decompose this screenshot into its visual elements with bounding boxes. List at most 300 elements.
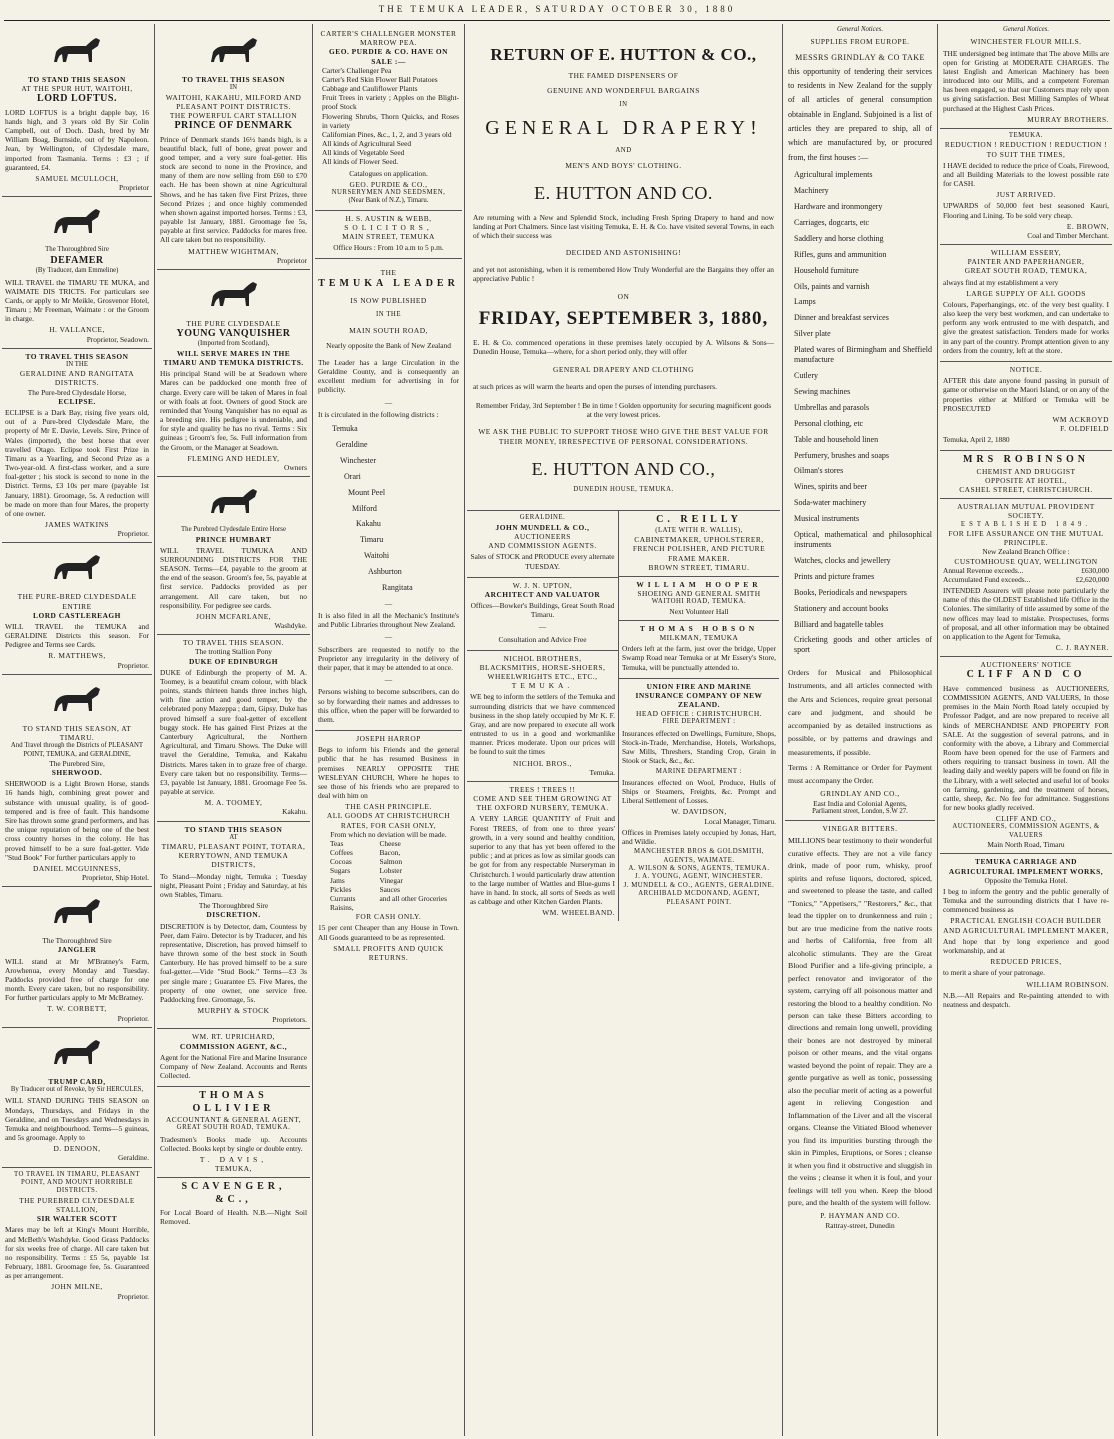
ad-subheading: PRACTICAL ENGLISH COACH BUILDER AND AGRICULTURAL IMPLEMENT MAKER, bbox=[943, 916, 1109, 935]
ad-subheading: SOCIETY. bbox=[1007, 511, 1045, 521]
ad-subheading: MILKMAN, TEMUKA bbox=[659, 633, 739, 643]
horse-name: SIR WALTER SCOTT bbox=[36, 1214, 118, 1224]
ad-signature: JAMES WATKINS bbox=[44, 520, 110, 530]
ad-purdie bbox=[315, 26, 462, 211]
ad-discretion bbox=[157, 822, 310, 1030]
column-rule bbox=[154, 24, 155, 1436]
horse-engraving-icon bbox=[46, 549, 108, 589]
horse-name: YOUNG VANQUISHER bbox=[176, 328, 291, 340]
ad-subheading: GENERAL DRAPERY AND CLOTHING bbox=[553, 364, 694, 374]
ad-subheading: OPPOSITE AT HOTEL, bbox=[985, 475, 1067, 485]
ad-heading: TO TRAVEL THIS SEASON bbox=[25, 351, 129, 361]
divider bbox=[318, 675, 459, 684]
ad-subheading: From which no deviation will be made. bbox=[330, 829, 447, 839]
ad-upton bbox=[467, 578, 618, 651]
list-item: Cutlery bbox=[794, 371, 818, 381]
ad-body: A VERY LARGE QUANTITY of Fruit and Forest TREES, of from one to three years' growth, in a very sound and healthy condition, superior to any that has yet been offered to the public ; and at prices as low as similar goods can be got for from any respectable Nurseryman in Christchurch. I would particularly draw attention to the large number of Wattles and Blue-gums I have in hand. In stock, all sorts of Seeds as well as cabbage and other Kitchen Garden Plants. bbox=[470, 814, 615, 907]
ad-role: Rattray-street, Dunedin bbox=[825, 1220, 895, 1230]
ad-signature: H. VALLANCE, bbox=[49, 325, 105, 335]
list-item: Mount Peel bbox=[348, 487, 386, 497]
ad-heading: The Thoroughbred Sire bbox=[45, 246, 109, 254]
ad-subheading: (By Traducer, dam Emmeline) bbox=[35, 267, 119, 275]
ad-scavenger bbox=[157, 1178, 310, 1232]
stock-list bbox=[318, 66, 459, 167]
column-3 bbox=[315, 26, 462, 1436]
column-rule bbox=[464, 24, 465, 1436]
ad-subheading: IN bbox=[619, 101, 628, 109]
ad-heading: WILLIAM HOOPER bbox=[636, 579, 762, 589]
ad-note: Catalogues on application. bbox=[349, 168, 428, 178]
horse-name: DISCRETION. bbox=[206, 910, 261, 920]
list-item: Machinery bbox=[794, 186, 829, 196]
ad-sherwood bbox=[2, 675, 152, 887]
ad-ollivier bbox=[157, 1087, 310, 1178]
ad-role: TEMUKA, bbox=[215, 1164, 252, 1174]
ad-eclipse bbox=[2, 349, 152, 544]
ad-role: Local Manager, Timaru. bbox=[704, 816, 776, 826]
ad-subheading: TIMARU, PLEASANT POINT, TOTARA, KERRYTOWN, AND TEMUKA DISTRICTS, bbox=[161, 842, 306, 870]
ad-role: Proprietor bbox=[277, 255, 307, 265]
ad-subheading: DUNEDIN HOUSE, TEMUKA. bbox=[573, 485, 674, 493]
ad-body: Mares may be left at King's Mount Horrible, and McBeth's Washdyke. Good Grass Paddocks for six weeks free of charge. All care taken but no responsibility. Terms : £5 5s, payable 1st February, 1881. Groomage fee, 5s. Guaranteed as per arrangement. bbox=[5, 1225, 149, 1281]
list-item: Salmon bbox=[379, 857, 403, 867]
list-item: Sewing machines bbox=[794, 386, 851, 396]
ad-subheading: AND COMMISSION AGENTS. bbox=[488, 541, 597, 551]
horse-name: LORD LOFTUS. bbox=[37, 93, 117, 105]
list-item: Oils, paints and varnish bbox=[794, 281, 870, 291]
ad-trump-card bbox=[2, 1028, 152, 1168]
list-item: Coffees bbox=[330, 848, 353, 858]
ad-heading: TEMUKA CARRIAGE AND AGRICULTURAL IMPLEMENT WORKS, bbox=[948, 857, 1104, 876]
ad-body: Are returning with a New and Splendid Stock, including Fresh Spring Drapery to hand and now landing at Port Chalmers. Since last visiting Temuka, E. H. & Co. have visited several Towns, in each of which their success was bbox=[473, 212, 774, 240]
ad-subheading: IN THE bbox=[376, 311, 401, 319]
list-item: Cocoas bbox=[330, 857, 352, 867]
ad-defamer bbox=[2, 197, 152, 348]
ad-body: Orders for Musical and Philosophical Instruments, and all articles connected with the Arts and Sciences, require great personal care and judgment, and should be accompanied by as detailed instructions as possible, or by patterns and drawings and measurements, if possible. bbox=[788, 668, 932, 757]
ad-heading: NICHOL BROTHERS, bbox=[503, 653, 582, 663]
ad-subheading: HEAD OFFICE : CHRISTCHURCH. bbox=[635, 709, 763, 719]
ad-subheading: ARCHITECT AND VALUATOR bbox=[484, 589, 601, 599]
ad-subheading: COME AND SEE THEM GROWING AT THE OXFORD NURSERY, TEMUKA. bbox=[473, 794, 612, 813]
ad-body: Consultation and Advice Free bbox=[498, 634, 587, 644]
list-item: Geraldine bbox=[336, 439, 368, 449]
ad-body: I beg to inform the gentry and the public generally of Temuka and the surrounding districts that I have re-commenced business as bbox=[943, 886, 1109, 915]
ad-subheading: BLACKSMITHS, HORSE-SHOERS, WHEELWRIGHTS ETC., ETC., bbox=[479, 662, 606, 682]
ad-role: Proprietor. bbox=[117, 1013, 149, 1023]
ad-heading: VINEGAR BITTERS. bbox=[822, 824, 898, 834]
ad-signature: P. HAYMAN AND CO. bbox=[820, 1211, 900, 1221]
ad-robinson-chemist bbox=[940, 451, 1112, 499]
ad-body: Offices—Bowker's Buildings, Great South Road Timaru. bbox=[470, 601, 615, 620]
ad-address: (Near Bank of N.Z.), Timaru. bbox=[348, 197, 429, 205]
list-item: Winchester bbox=[340, 455, 377, 465]
ad-uprichard bbox=[157, 1029, 310, 1087]
ad-body: WILL stand at Mr M'Bratney's Farm, Arowhenua, every Monday and Tuesday. Paddocks provided free of charge for one month. Every care taken, but no responsibility. For further particulars apply to Mr McBratney. bbox=[5, 956, 149, 1003]
ad-heading: E. HUTTON AND CO., bbox=[531, 458, 716, 479]
grocery-list bbox=[318, 839, 459, 912]
ad-heading: C. REILLY bbox=[656, 514, 742, 526]
list-item: Plated wares of Birmingham and Sheffield manufacture bbox=[794, 345, 932, 365]
list-item: Optical, mathematical and philosophical instruments bbox=[794, 530, 932, 549]
list-item: Rifles, guns and ammunition bbox=[794, 249, 887, 259]
horse-engraving-icon bbox=[46, 893, 108, 933]
ad-body: Have commenced business as AUCTIONEERS, COMMISSION AGENTS, AND VALUERS, In those premises in the Main North Road lately occupied by Professor Padget, and are now prepared to receive all kinds of MERCHANDISE AND PROPERTY FOR SALE. At the suggestion of several patrons, and in conformity with the above, a Library and Commercial Room have been opened for the use of Farmers and others requiring to transact business in town. All the leading daily and weekly papers will be found on file in the Library, with a well selected and useful lot of books on farming, gardening, and the treatment of horses, cattle, sheep, &c. No fee for admittance. Suggestions for new books gladly received. bbox=[943, 683, 1109, 813]
list-item: and all other Groceries bbox=[379, 893, 447, 903]
ad-body: The Leader has a large Circulation in the Geraldine County, and is consequently an excellent medium for advertising in for publicity. bbox=[318, 357, 459, 395]
ad-subheading: GEO. PURDIE & CO. HAVE ON SALE :— bbox=[329, 47, 448, 66]
ad-subheading: CUSTOMHOUSE QUAY, WELLINGTON bbox=[954, 556, 1098, 566]
list-item: Agricultural implements bbox=[794, 170, 873, 180]
ad-trees bbox=[467, 782, 618, 921]
ad-body: THE undersigned beg intimate that The above Mills are open for Gristing at MODERATE CHARGES. The latest English and American Machinery has been introduced into our Mills, and a competent Foreman has been engaged, so that our Customers may rely upon us giving satisfaction. Best Milling Samples of Wheat purchased at the Highest Cash Prices. bbox=[943, 48, 1109, 113]
ad-body: ECLIPSE is a Dark Bay, rising five years old, out of a Pure-bred Clydesdale Mare, the property of Mr E. Davie, Levels. Sire, Prince of Wales (imported), the best horse that ever travelled Otago. Eclipse took First Prize in Timaru as a Yearling, and Second Prize as a Two-year-old. A first-class worker, and a sure foal-getter ; his stock is second to none in the District. Terms, £3 10s per mare (payable 1st January, 1881). Groomage, 5s. A reduction will be made on more than four Mares, the property of one owner. bbox=[5, 408, 149, 518]
list-item: Watches, clocks and jewellery bbox=[794, 555, 891, 565]
ad-heading: AUCTIONEERS' NOTICE bbox=[980, 660, 1072, 670]
fund-value: £2,620,000 bbox=[1075, 574, 1109, 584]
list-item: J. A. YOUNG, AGENT, WINCHESTER. bbox=[634, 873, 764, 881]
ad-union-fire bbox=[619, 679, 779, 911]
column-6 bbox=[940, 26, 1112, 1436]
ad-signature: E. BROWN, bbox=[1066, 221, 1109, 231]
ad-role: Washdyke. bbox=[274, 621, 307, 631]
ad-body: WE beg to inform the settlers of the Temuka and surrounding districts that we have commenced business in the shop lately occupied by Mr K. F. Gray, and are now prepared to execute all work entrusted to us in a good and workmanlike manner. Prices moderate. Upon our prices will be found to suit the times bbox=[470, 692, 615, 757]
ad-subheading: The trotting Stallion Pony bbox=[195, 647, 272, 657]
list-item: MANCHESTER BROS & GOLDSMITH, AGENTS, WAIMATE. bbox=[634, 848, 764, 864]
ad-role: Geraldine. bbox=[118, 1153, 149, 1163]
ad-nichol bbox=[467, 651, 618, 782]
horse-engraving-icon bbox=[46, 681, 108, 721]
ad-subheading: BROWN STREET, TIMARU. bbox=[648, 562, 750, 572]
ad-role: Proprietor, Ship Hotel. bbox=[81, 873, 149, 883]
ad-subheading: The Thoroughbred Sire bbox=[198, 901, 269, 911]
ad-body: Begs to inform his Friends and the general public that he has resumed Business in premises NEARLY OPPOSITE THE WESLEYAN CHURCH, Where he hopes to see those of his friends who are prepared to deal with him on bbox=[318, 745, 459, 801]
ad-subheading: IN bbox=[229, 84, 238, 92]
ad-heading: THE bbox=[380, 268, 397, 278]
ad-body: Tradesmen's Books made up. Accounts Collected. Books kept by single or double entry. bbox=[160, 1134, 307, 1153]
ad-signature: R. MATTHEWS, bbox=[48, 651, 106, 661]
ad-role: Coal and Timber Merchant. bbox=[1027, 230, 1109, 240]
ad-body: Remember Friday, 3rd September ! Be in time ! Golden opportunity for securing magnificent goods at the very lowest prices. bbox=[475, 400, 772, 420]
district-list bbox=[318, 421, 459, 596]
ad-body: and yet not astonishing, when it is remembered How Truly Wonderful are the Bargains they offer an appreciative Public ! bbox=[473, 265, 774, 284]
ad-address: Parliament street, London, S.W 27. bbox=[812, 807, 908, 815]
list-item: Table and household linen bbox=[794, 434, 879, 444]
column-2 bbox=[157, 26, 310, 1436]
list-item: Silver plate bbox=[794, 329, 831, 339]
list-item: Californian Pines, &c., 1, 2, and 3 years old bbox=[322, 129, 452, 139]
column-5 bbox=[785, 26, 935, 1436]
ad-body: WILL TRAVEL the TEMUKA and GERALDINE Districts this season. For Pedigree and Terms see Cards. bbox=[5, 621, 149, 650]
list-item: Lamps bbox=[794, 297, 816, 307]
ad-heading: UNION FIRE AND MARINE INSURANCE COMPANY OF NEW ZEALAND. bbox=[635, 681, 763, 710]
ad-body: SHERWOOD is a Light Brown Horse, stands 16 hands high, combining great power and substance with unusual quality, is of good-tempered and is free of fault. This handsome Sire has thrown some grand performers, and has the unique reputation of being one of the best cross country horses in the colony. He has proved himself to be a sure foal-getter. Vide "Stud Book" For further particulars apply to bbox=[5, 779, 149, 862]
ad-body: UPWARDS of 50,000 feet best seasoned Kauri, Flooring and Lining. To be sold very cheap. bbox=[943, 201, 1109, 220]
list-item: ARCHIBALD MCDONAND, AGENT, PLEASANT POINT. bbox=[638, 890, 760, 906]
list-item: Orari bbox=[344, 471, 361, 481]
ad-subheading: JUST ARRIVED. bbox=[996, 190, 1056, 200]
ad-subheading: THE PUREBRED CLYDESDALE STALLION, bbox=[19, 1195, 135, 1214]
list-item: Musical instruments bbox=[794, 514, 860, 524]
list-item: Soda-water machinery bbox=[794, 498, 867, 508]
list-item: Carter's Challenger Pea bbox=[322, 65, 392, 75]
ad-hobson bbox=[619, 621, 779, 679]
horse-engraving-icon bbox=[46, 32, 108, 72]
ad-subheading: ALL GOODS AT CHRISTCHURCH RATES, FOR CASH ONLY, bbox=[326, 811, 451, 830]
ad-subheading: GENUINE AND WONDERFUL BARGAINS bbox=[547, 86, 700, 96]
ad-body: E. H. & Co. commenced operations in these premises lately occupied by A. Wilsons & Sons—Dunedin House, Temuka—where, for a short period only, they will offer bbox=[473, 338, 774, 357]
list-item: Raisins, bbox=[330, 903, 354, 913]
ad-body: I HAVE decided to reduce the price of Coals, Firewood, and all Building Materials to the lowest possible rate for CASH. bbox=[943, 160, 1109, 189]
list-item: All kinds of Agricultural Seed bbox=[322, 139, 412, 149]
masthead-rule bbox=[4, 20, 1110, 21]
ad-mundell bbox=[467, 511, 618, 577]
ad-subheading: (Imported from Scotland), bbox=[197, 340, 270, 348]
ad-date: FRIDAY, SEPTEMBER 3, 1880, bbox=[478, 307, 769, 329]
list-item: Household furniture bbox=[794, 265, 859, 275]
ad-heading: TO STAND THIS SEASON bbox=[184, 824, 283, 834]
ad-signature: MATTHEW WIGHTMAN, bbox=[188, 246, 279, 256]
ad-signature: W. DAVIDSON, bbox=[671, 807, 727, 817]
ad-subheading: SHOEING AND GENERAL SMITH bbox=[637, 589, 761, 599]
ad-subheading: LARGE SUPPLY OF ALL GOODS bbox=[966, 288, 1086, 298]
revenue-label: Annual Revenue exceeds... bbox=[943, 565, 1024, 575]
ad-signature: SAMUEL MCULLOCH, bbox=[35, 173, 119, 183]
ad-subheading: AND bbox=[615, 146, 632, 154]
list-item: Jams bbox=[330, 875, 345, 885]
ad-heading: SUPPLIES FROM EUROPE. bbox=[810, 37, 910, 47]
ad-subheading: SMALL PROFITS AND QUICK RETURNS. bbox=[333, 943, 444, 962]
ad-body: WILL STAND DURING THIS SEASON on Mondays, Thursdays, and Fridays in the Geraldine, and on Tuesdays and Wednesdays in Temuka and neighbourhood. Terms—5 guineas, and 5s groomage. Apply to bbox=[5, 1096, 149, 1143]
ad-heading: E. HUTTON AND CO. bbox=[534, 183, 713, 204]
ad-body: It is also filed in all the Mechanic's Institute's and Public Libraries throughout New Zealand. bbox=[318, 611, 459, 630]
ad-subheading: TO SUIT THE TIMES, bbox=[986, 149, 1066, 159]
list-item: All kinds of Vegetable Seed bbox=[322, 148, 405, 158]
ad-role: Proprietor. bbox=[117, 660, 149, 670]
ad-harrop bbox=[315, 731, 462, 966]
ad-sir-walter-scott bbox=[2, 1168, 152, 1305]
ad-subheading: FRENCH POLISHER, AND PICTURE bbox=[632, 544, 766, 554]
ad-jangler bbox=[2, 887, 152, 1028]
ad-lord-loftus bbox=[2, 26, 152, 197]
ad-lord-castlereagh bbox=[2, 543, 152, 674]
ad-subheading: New Zealand Branch Office : bbox=[982, 547, 1070, 557]
ad-signature: JOHN MILNE, bbox=[51, 1282, 103, 1292]
ad-body: It is circulated in the following districts : bbox=[318, 409, 439, 419]
ad-prince-of-denmark bbox=[157, 26, 310, 270]
ad-heading: JOHN MUNDELL & CO., bbox=[495, 522, 590, 532]
ad-subheading: ESTABLISHED 1849. bbox=[960, 520, 1092, 528]
ad-signature: FLEMING AND HEDLEY, bbox=[187, 453, 280, 463]
ad-hooper bbox=[619, 577, 779, 621]
list-item: Umbrellas and parasols bbox=[794, 402, 870, 412]
ad-subheading: FOR CASH ONLY. bbox=[355, 912, 422, 922]
ad-subheading: WAITOHI ROAD, TEMUKA. bbox=[651, 598, 747, 606]
revenue-value: £630,000 bbox=[1081, 565, 1109, 575]
ad-signature: D. DENOON, bbox=[53, 1144, 101, 1154]
ad-body: Colours, Paperhangings, etc. of the very best quality. I also keep the very best workmen, and can undertake to perform any work entrusted to me with despatch, and give the greatest satisfaction. Tenders made for works in any part of the country. Prompt attention given to any orders from the country, left at the store. bbox=[943, 299, 1109, 355]
ad-winchester-mills bbox=[940, 34, 1112, 129]
ad-body: Subscribers are requested to notify to the Proprietor any irregularity in the delivery of their paper, that it may be attended to at once. bbox=[318, 644, 459, 672]
ad-subheading: MARINE DEPARTMENT : bbox=[655, 767, 743, 775]
ad-signature: F. OLDFIELD bbox=[1060, 424, 1109, 434]
horse-engraving-icon bbox=[46, 1034, 108, 1074]
ad-signature: T. DAVIS, bbox=[199, 1154, 268, 1164]
ad-body: DUKE of Edinburgh the property of M. A. Toomey, is a beautiful cream colour, with black points, stands thirteen hands three inches high, with fine action and good temper, by the celebrated pony Mazeppa ; dam, Gipsy. Duke has proved himself a sure foal-getter of excellent buggy stock. He has gained First Prizes at the Canterbury Agricultural, the Northern Agricultural, and Timaru Shows. The Duke will travel the Geraldine, Temuka, and Kakahu Districts. Mares taken in to graze free of charge. Every care taken but no responsibility. Terms—£3, payable 1st January, 1881. Groomage Fee 5s. payable at service. bbox=[160, 667, 307, 797]
ad-subheading: CABINETMAKER, UPHOLSTERER, bbox=[634, 535, 764, 545]
ad-subheading: FRAME MAKER. bbox=[668, 553, 730, 563]
horse-name: JANGLER bbox=[57, 945, 97, 955]
list-item: Stationery and account books bbox=[794, 603, 889, 613]
list-item: Saddlery and horse clothing bbox=[794, 233, 884, 243]
ad-subheading: The Purebred Sire, bbox=[49, 758, 105, 768]
ad-subheading: GREAT SOUTH ROAD, TEMUKA, bbox=[964, 266, 1088, 276]
ad-heading: JOSEPH HARROP bbox=[356, 734, 421, 744]
ad-subheading: COMMISSION AGENT, &C., bbox=[179, 1041, 288, 1051]
ad-subheading: THE POWERFUL CART STALLION bbox=[169, 110, 298, 120]
ad-role: Temuka. bbox=[589, 767, 615, 777]
ad-role: Owners bbox=[284, 462, 307, 472]
ad-young-vanquisher bbox=[157, 270, 310, 477]
fund-row bbox=[943, 575, 1109, 584]
ad-body: Insurances effected on Wool, Produce, Hulls of Ships or Steamers, Freights, &c. Prompt and Liberal Settlement of Losses. bbox=[622, 777, 776, 806]
list-item: Lobster bbox=[379, 866, 403, 876]
list-item: Prints and picture frames bbox=[794, 571, 875, 581]
divider bbox=[470, 622, 615, 631]
ad-note: N.B.—All Repairs and Re-painting attended to with neatness and despatch. bbox=[943, 990, 1109, 1009]
ad-body: INTENDED Assurers will please note particularly the name of this the OLDEST Established life Office in the Colonies. The similarity of title assumed by some of the new offices may lead to mistake. Prospectuses, forms of proposal, and all other information may be obtained on application to the Agent for Temuka, bbox=[943, 586, 1109, 641]
ad-carriage-works bbox=[940, 854, 1112, 1015]
ad-body: always find at my establishment a very bbox=[943, 277, 1059, 287]
ad-subheading: IS NOW PUBLISHED bbox=[350, 296, 427, 306]
ad-subheading: TEMUKA. bbox=[511, 681, 574, 691]
ad-subheading: AUCTIONEERS bbox=[514, 532, 571, 541]
ad-heading: RETURN OF E. HUTTON & CO., bbox=[490, 45, 757, 64]
ad-date: Temuka, April 2, 1880 bbox=[943, 435, 1010, 445]
ad-body: Agent for the National Fire and Marine Insurance Company of New Zealand. Accounts and Rents Collected. bbox=[160, 1052, 307, 1081]
ad-body: His principal Stand will be at Seadown where Mares can be paddocked one month free of charge. Every care will be taken of Mares in foal or with foals at foot. Owners of good Stock are reminded that Young Vanquisher has no equal as a breeding sire. His pedigree is undeniable, and for style and quality he has no rival. Terms : Six guineas ; Groom's fee, 5s. Full information from the Groom, or the Manager at Seadown. bbox=[160, 369, 307, 452]
list-item: Vinegar bbox=[379, 875, 403, 885]
ad-body: DISCRETION is by Detector, dam, Countess by Peer, dam Fairo. Detector is by Traducer, and his representative, Discretion, has proved himself to have thrown some of the best stock in South Canterbury. He has proved himself to be a sure foal-getter.—Vide "Stud Book." Terms—£3 3s per single mare ; Guarantee £5. Five Mares, the property of one owner, one service free. Paddocking free. Groomage, 5s. bbox=[160, 921, 307, 1004]
ad-heading: TO TRAVEL THIS SEASON bbox=[182, 75, 285, 84]
list-item: Cheese bbox=[379, 838, 401, 848]
ad-heading: REDUCTION ! REDUCTION ! REDUCTION ! bbox=[944, 140, 1108, 150]
ad-subheading: AT THE SPUR HUT, WAITOHI, bbox=[21, 84, 133, 94]
list-item: Perfumery, brushes and soaps bbox=[794, 450, 890, 460]
ad-heading: AUSTRALIAN MUTUAL PROVIDENT bbox=[957, 502, 1095, 512]
ad-signature: DANIEL MCGUINNESS, bbox=[33, 863, 121, 873]
horse-name: SHERWOOD. bbox=[51, 768, 103, 778]
ad-cliff bbox=[940, 657, 1112, 854]
horse-engraving-icon bbox=[203, 32, 265, 72]
ad-body: 15 per cent Cheaper than any House in Town. All Goods guaranteed to be as represented. bbox=[318, 923, 459, 942]
list-item: Fruit Trees in variety ; Apples on the Blight-proof Stock bbox=[322, 93, 459, 112]
ad-subheading: Nearly opposite the Bank of New Zealand bbox=[326, 340, 451, 350]
ad-subheading: DECIDED AND ASTONISHING! bbox=[565, 248, 682, 258]
ad-signature: WM ACKROYD bbox=[1052, 414, 1109, 424]
column-rule bbox=[937, 24, 938, 1436]
ad-subheading: ON bbox=[617, 291, 630, 301]
ad-subheading: Next Volunteer Hall bbox=[669, 606, 729, 616]
ad-role: East India and Colonial Agents, bbox=[813, 798, 907, 808]
ad-body: To Stand—Monday night, Temuka ; Tuesday night, Pleasant Point ; Friday and Saturday, at his own Stables, Timaru. bbox=[160, 871, 307, 899]
ad-heading: THE PURE-BRED CLYDESDALE ENTIRE bbox=[17, 592, 137, 611]
ad-heading: THOMAS HOBSON bbox=[639, 623, 759, 633]
ad-feature: GENERAL DRAPERY! bbox=[485, 116, 762, 139]
horse-name: DUKE OF EDINBURGH bbox=[188, 656, 279, 666]
column-rule bbox=[312, 24, 313, 1436]
divider bbox=[318, 599, 459, 608]
ad-subheading: AT bbox=[229, 833, 238, 841]
column-4-subcolumns bbox=[467, 511, 780, 921]
horse-engraving-icon bbox=[203, 276, 265, 316]
list-item: Timaru bbox=[360, 535, 384, 545]
ad-heading: TEMUKA. bbox=[1008, 131, 1044, 139]
list-item: Wines, spirits and beer bbox=[794, 482, 867, 492]
ad-subheading: SOLICITORS, bbox=[344, 222, 433, 232]
list-item: Carter's Red Skin Flower Ball Potatoes bbox=[322, 74, 438, 84]
ad-signature: C. J. RAYNER. bbox=[1055, 643, 1109, 653]
goods-list bbox=[788, 167, 932, 658]
ad-heading: MRS ROBINSON bbox=[962, 454, 1090, 466]
list-item: Bacon, bbox=[379, 848, 401, 858]
ad-signature: JOHN MCFARLANE, bbox=[195, 611, 272, 621]
ad-heading: THE PURE CLYDESDALE bbox=[186, 318, 281, 328]
ad-heading: NOTICE. bbox=[1009, 365, 1043, 374]
list-item: Sugars bbox=[330, 866, 351, 876]
list-item: Flowering Shrubs, Thorn Quicks, and Roses in variety bbox=[322, 111, 459, 130]
ad-subheading: MAIN STREET, TEMUKA bbox=[342, 232, 435, 242]
ad-role: AUCTIONEERS, COMMISSION AGENTS, & VALUERS bbox=[952, 823, 1100, 839]
ad-heading: THOMAS OLLIVIER bbox=[192, 1090, 275, 1114]
ad-body: Persons wishing to become subscribers, can do so by forwarding their names and addresses to this office, when the paper will be forwarded to them. bbox=[318, 687, 459, 724]
ad-subheading: CHEMIST AND DRUGGIST bbox=[976, 466, 1076, 476]
ad-role: Proprietor bbox=[119, 183, 149, 193]
ad-amp-society bbox=[940, 499, 1112, 657]
ad-role: Proprietor. bbox=[117, 529, 149, 539]
ad-heading: SCAVENGER, &C., bbox=[181, 1181, 286, 1205]
ad-body: Office Hours : From 10 a.m to 5 p.m. bbox=[333, 243, 444, 253]
ad-subheading: FOR LIFE ASSURANCE ON THE MUTUAL PRINCIPLE. bbox=[948, 529, 1104, 548]
divider bbox=[318, 398, 459, 407]
section-tag: General Notices. bbox=[1002, 26, 1050, 33]
column-4-left bbox=[467, 511, 619, 921]
horse-name: TRUMP CARD, bbox=[48, 1076, 106, 1086]
column-rule bbox=[782, 24, 783, 1436]
ad-signature: T. W. CORBETT, bbox=[47, 1004, 107, 1014]
list-item: Milford bbox=[352, 503, 377, 513]
ad-heading: WINCHESTER FLOUR MILLS. bbox=[970, 37, 1082, 47]
ad-heading: The Thoroughbred Sire bbox=[42, 936, 112, 946]
ad-body: Orders left at the farm, just over the bridge, Upper Swamp Road near Temuka or at Mr Essery's Store, Temuka, will be punctually attended to. bbox=[622, 644, 776, 672]
divider bbox=[318, 632, 459, 641]
list-item: Pickles bbox=[330, 884, 352, 894]
ad-signature: GRINDLAY AND CO., bbox=[820, 789, 900, 799]
list-item: Sauces bbox=[379, 884, 400, 894]
list-item: Ashburton bbox=[368, 567, 402, 577]
ad-signature: MURRAY BROTHERS. bbox=[1027, 114, 1109, 124]
ad-heading: GERALDINE. bbox=[519, 514, 566, 522]
ad-subheading: CASHEL STREET, CHRISTCHURCH. bbox=[959, 485, 1093, 495]
revenue-row bbox=[943, 566, 1109, 575]
list-item: Hardware and ironmongery bbox=[794, 202, 883, 212]
horse-name: DEFAMER bbox=[50, 254, 104, 266]
ad-role: Proprietor. bbox=[117, 1291, 149, 1301]
list-item: Personal clothing, etc bbox=[794, 418, 864, 428]
list-item: Temuka bbox=[332, 423, 358, 433]
ad-grindlay bbox=[785, 34, 935, 821]
ad-signature: WILLIAM ROBINSON. bbox=[1026, 979, 1109, 989]
ad-subheading: THE CASH PRINCIPLE. bbox=[345, 802, 432, 812]
